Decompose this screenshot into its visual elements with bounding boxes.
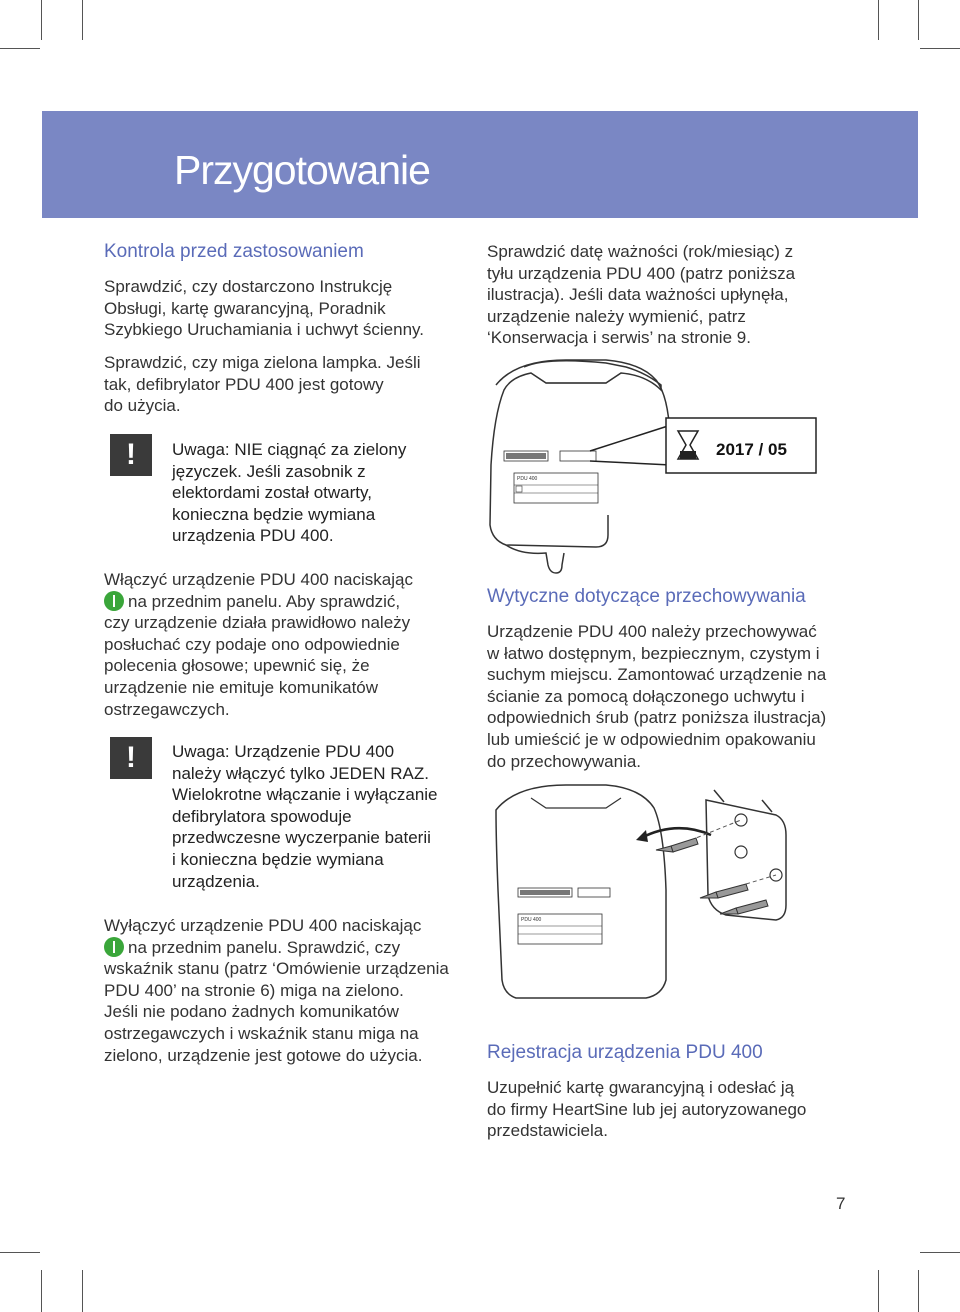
crop-mark xyxy=(82,0,83,40)
device-back-illustration xyxy=(486,355,866,585)
crop-mark xyxy=(918,0,919,40)
crop-mark xyxy=(918,1270,919,1312)
paragraph-expiry-check: Sprawdzić datę ważności (rok/miesiąc) z tyłu urządzenia PDU 400 (patrz poniższa ilustracja). Jeśli data ważności upłynęła, urządzenie należy wymienić, patrz ‘Konserwacja i serwis’ na stronie 9. xyxy=(487,242,796,348)
crop-mark xyxy=(920,48,960,49)
warning-text-power-once: Uwaga: Urządzenie PDU 400 należy włączyć tylko JEDEN RAZ. Wielokrotne włączanie i wyłączanie defibrylatora spowoduje przedwczesne wyczerpanie baterii i konieczna będzie wymiana urządzenia. xyxy=(172,742,438,891)
crop-mark xyxy=(878,0,879,40)
power-button-icon xyxy=(104,591,124,611)
paragraph-power-on: Włączyć urządzenie PDU 400 naciskając na przednim panelu. Aby sprawdzić, czy urządzenie działa prawidłowo należy posłuchać czy podaje ono odpowiednie polecenia głosowe; upewnić się, że urządzenie nie emituje komunikatów ostrzegawczych. xyxy=(104,570,413,719)
wall-mount-illustration xyxy=(486,780,866,1030)
section-heading-pre-use-check: Kontrola przed zastosowaniem xyxy=(104,241,364,262)
section-heading-registration: Rejestracja urządzenia PDU 400 xyxy=(487,1042,763,1063)
expiry-date-label: 2017 / 05 xyxy=(716,440,787,459)
crop-mark xyxy=(0,1252,40,1253)
crop-mark xyxy=(878,1270,879,1312)
paragraph-registration: Uzupełnić kartę gwarancyjną i odesłać ją do firmy HeartSine lub jej autoryzowanego przedstawiciela. xyxy=(487,1078,807,1141)
power-button-icon xyxy=(104,937,124,957)
paragraph-storage: Urządzenie PDU 400 należy przechowywać w łatwo dostępnym, bezpiecznym, czystym i suchym miejscu. Zamontować urządzenie na ścianie za pomocą dołączonego uchwytu i odpowiednich śrub (patrz poniższa ilustracja) lub umieścić je w odpowiednim opakowaniu do przechowywania. xyxy=(487,622,827,771)
crop-mark xyxy=(82,1270,83,1312)
crop-mark xyxy=(0,48,40,49)
paragraph-green-light: Sprawdzić, czy miga zielona lampka. Jeśli tak, defibrylator PDU 400 jest gotowy do użycia. xyxy=(104,353,421,416)
crop-mark xyxy=(41,1270,42,1312)
section-heading-storage: Wytyczne dotyczące przechowywania xyxy=(487,586,806,607)
page-number: 7 xyxy=(836,1194,846,1213)
device-model-label-2: PDU 400 xyxy=(521,917,542,923)
warning-icon: ! xyxy=(110,737,152,779)
warning-text-tab: Uwaga: NIE ciągnąć za zielony języczek. Jeśli zasobnik z elektordami został otwarty, konieczna będzie wymiana urządzenia PDU 400. xyxy=(172,440,407,546)
paragraph-contents-check: Sprawdzić, czy dostarczono Instrukcję Obsługi, kartę gwarancyjną, Poradnik Szybkiego Uruchamiania i uchwyt ścienny. xyxy=(104,277,424,340)
warning-icon: ! xyxy=(110,434,152,476)
device-model-label: PDU 400 xyxy=(517,476,538,482)
crop-mark xyxy=(920,1252,960,1253)
crop-mark xyxy=(41,0,42,40)
paragraph-power-off: Wyłączyć urządzenie PDU 400 naciskając na przednim panelu. Sprawdzić, czy wskaźnik stanu (patrz ‘Omówienie urządzenia PDU 400’ na stronie 6) miga na zielono. Jeśli nie podano żadnych komunikatów ostrzegawczych i wskaźnik stanu miga na zielono, urządzenie jest gotowe do użycia. xyxy=(104,916,449,1065)
page-title: Przygotowanie xyxy=(174,147,430,193)
title-banner xyxy=(42,111,918,218)
